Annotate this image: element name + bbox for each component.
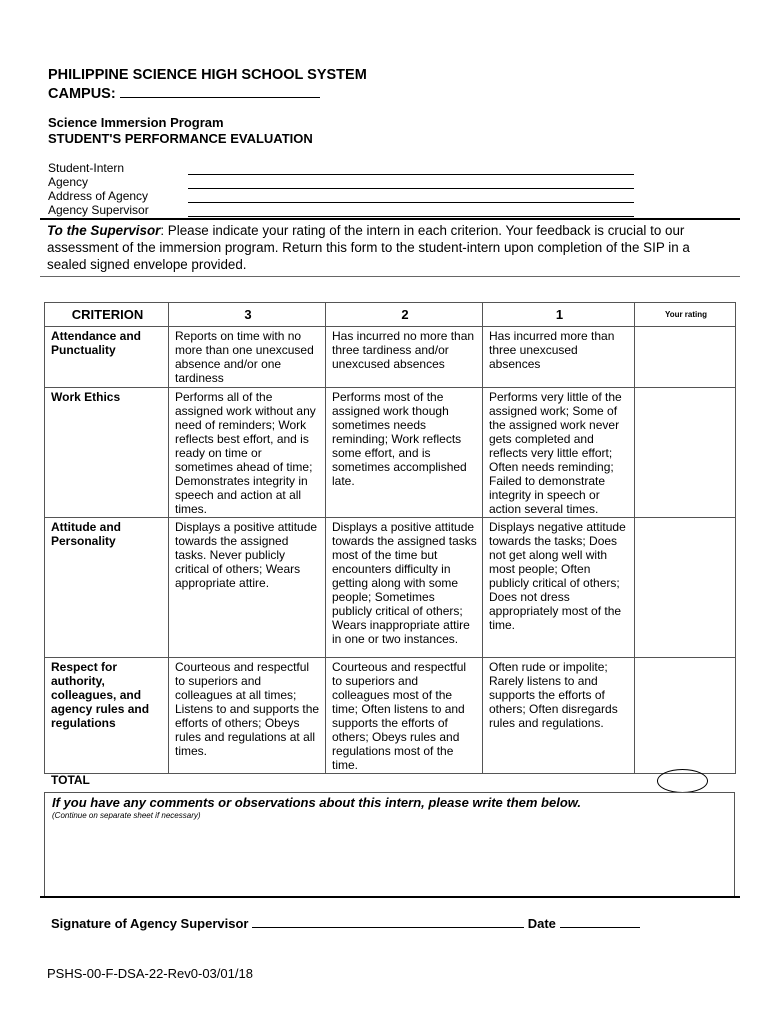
- comments-note: (Continue on separate sheet if necessary): [52, 811, 201, 820]
- score-2-cell: Has incurred no more than three tardiness and/or unexcused absences: [326, 327, 483, 388]
- system-title: PHILIPPINE SCIENCE HIGH SCHOOL SYSTEM: [48, 67, 367, 83]
- score-3-cell: Courteous and respectful to superiors and colleagues at all times; Listens to and supports the efforts of others; Obeys rules and regulations at all times.: [169, 658, 326, 774]
- comments-prompt: If you have any comments or observations about this intern, please write them below.: [52, 795, 582, 810]
- score-2-cell: Performs most of the assigned work though sometimes needs reminding; Work reflects some effort, and is sometimes accomplished late.: [326, 388, 483, 518]
- table-header-row: [45, 303, 736, 327]
- campus-label: CAMPUS:: [48, 86, 116, 102]
- agency-supervisor-field[interactable]: [188, 216, 634, 217]
- your-rating-header: Your rating: [635, 303, 736, 327]
- rating-input-cell[interactable]: [635, 388, 736, 518]
- comments-box[interactable]: [44, 792, 735, 896]
- score-3-cell: Reports on time with no more than one unexcused absence and/or one tardiness: [169, 327, 326, 388]
- intern-info-fields: [48, 161, 638, 217]
- field-label: Agency: [48, 175, 89, 189]
- rating-input-cell[interactable]: [635, 658, 736, 774]
- criterion-cell: Respect for authority, colleagues, and agency rules and regulations: [45, 658, 169, 774]
- signature-line: [51, 916, 640, 931]
- divider: [40, 896, 740, 898]
- program-name: Science Immersion Program: [48, 115, 224, 130]
- rating-input-cell[interactable]: [635, 327, 736, 388]
- agency-address-row: [48, 189, 638, 203]
- score-1-cell: Performs very little of the assigned work; Some of the assigned work never gets completed and reflects very little effort; Often needs reminding; Failed to demonstrate integrity in speech or action several times.: [483, 388, 635, 518]
- campus-field[interactable]: [120, 84, 320, 98]
- field-label: Student-Intern: [48, 161, 125, 175]
- table-row: [45, 518, 736, 658]
- criterion-cell: Attitude and Personality: [45, 518, 169, 658]
- score-2-cell: Courteous and respectful to superiors and colleagues most of the time; Often listens to and supports the efforts of others; Obeys rules and regulations most of the time.: [326, 658, 483, 774]
- field-label: Agency Supervisor: [48, 203, 149, 217]
- divider: [40, 218, 740, 220]
- score-1-cell: Often rude or impolite; Rarely listens to and supports the efforts of others; Often disregards rules and regulations.: [483, 658, 635, 774]
- criterion-cell: Work Ethics: [45, 388, 169, 518]
- rating-rubric-table: [44, 302, 736, 774]
- form-code: PSHS-00-F-DSA-22-Rev0-03/01/18: [47, 966, 253, 981]
- score-1-cell: Displays negative attitude towards the tasks; Does not get along well with most people; Often publicly critical of others; Does not dress appropriately most of the time.: [483, 518, 635, 658]
- document-title: [48, 66, 367, 103]
- table-row: [45, 658, 736, 774]
- agency-supervisor-row: [48, 203, 638, 217]
- campus-line: [48, 84, 367, 103]
- score-3-cell: Displays a positive attitude towards the assigned tasks. Never publicly critical of others; Wears appropriate attire.: [169, 518, 326, 658]
- criterion-cell: Attendance and Punctuality: [45, 327, 169, 388]
- table-row: [45, 327, 736, 388]
- score-3-header: 3: [169, 303, 326, 327]
- form-heading: [48, 115, 313, 147]
- total-score-oval[interactable]: [657, 769, 708, 793]
- date-field[interactable]: [560, 916, 640, 928]
- score-1-header: 1: [483, 303, 635, 327]
- criterion-header: CRITERION: [45, 303, 169, 327]
- instruction-text: : Please indicate your rating of the intern in each criterion. Your feedback is crucial to our assessment of the immersion program. Return this form to the student-intern upon completion of the SIP in a sealed signed envelope provided.: [47, 223, 690, 272]
- score-1-cell: Has incurred more than three unexcused absences: [483, 327, 635, 388]
- agency-row: [48, 175, 638, 189]
- instruction-lead: To the Supervisor: [47, 223, 161, 238]
- rating-input-cell[interactable]: [635, 518, 736, 658]
- field-label: Address of Agency: [48, 189, 149, 203]
- divider: [40, 276, 740, 277]
- score-2-header: 2: [326, 303, 483, 327]
- signature-label: Signature of Agency Supervisor: [51, 916, 249, 931]
- total-label: TOTAL: [51, 773, 90, 787]
- score-3-cell: Performs all of the assigned work without any need of reminders; Work reflects best effort, and is ready on time or sometimes ahead of time; Demonstrates integrity in speech and action at all times.: [169, 388, 326, 518]
- table-row: [45, 388, 736, 518]
- supervisor-instruction: [47, 222, 727, 273]
- form-title: STUDENT'S PERFORMANCE EVALUATION: [48, 131, 313, 146]
- score-2-cell: Displays a positive attitude towards the assigned tasks most of the time but encounters difficulty in getting along with some people; Sometimes publicly critical of others; Wears inappropriate attire in one or two instances.: [326, 518, 483, 658]
- date-label: Date: [527, 916, 556, 931]
- student-intern-row: [48, 161, 638, 175]
- signature-field[interactable]: [252, 916, 524, 928]
